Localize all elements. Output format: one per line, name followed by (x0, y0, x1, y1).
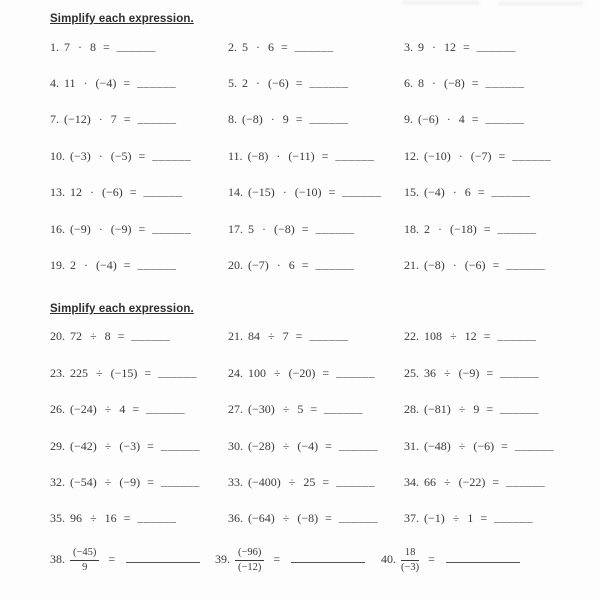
problem-number: 30. (228, 438, 243, 453)
problem-number: 20. (50, 329, 65, 344)
problem (50, 329, 228, 344)
equals-sign: = (498, 148, 506, 163)
answer-blank[interactable]: ______ (506, 473, 546, 488)
problem (50, 149, 228, 164)
answer-blank[interactable]: ______ (514, 437, 554, 452)
problem-row (50, 501, 590, 537)
problem-expression: 108 ÷ 12 (424, 329, 477, 344)
fraction-denominator: (−12) (238, 561, 262, 573)
problem-number: 18. (404, 221, 419, 236)
problem-expression: 2 · (−6) (242, 76, 289, 91)
problem-expression: (−24) ÷ 4 (70, 402, 126, 417)
problem-expression: (−54) ÷ (−9) (70, 474, 141, 489)
problem-expression: (−6) · 4 (418, 112, 465, 127)
problem-expression: (−28) ÷ (−4) (248, 438, 319, 453)
problem (228, 76, 404, 91)
problem (228, 149, 404, 164)
section (50, 13, 590, 284)
equals-sign: = (477, 185, 485, 200)
equals-sign: = (322, 365, 330, 380)
equals-sign: = (295, 329, 303, 344)
answer-blank[interactable]: ______ (146, 401, 186, 416)
problem-expression: 225 ÷ (−15) (70, 365, 138, 380)
problem-expression: (−7) · 6 (248, 258, 295, 273)
problem-expression: (−48) ÷ (−6) (424, 438, 495, 453)
problem-expression: (−64) ÷ (−8) (248, 511, 319, 526)
answer-blank[interactable]: ______ (497, 328, 537, 343)
equals-sign: = (501, 438, 508, 453)
answer-blank[interactable]: ______ (160, 473, 200, 488)
answer-blank[interactable]: ______ (324, 401, 364, 416)
problem-expression: 72 ÷ 8 (70, 329, 111, 344)
problem (50, 40, 228, 55)
equals-sign: = (321, 148, 329, 163)
problem (404, 439, 590, 454)
problem-number: 21. (228, 329, 243, 344)
problem (228, 366, 404, 381)
scan-artifact (402, 0, 480, 5)
problem-expression: (−4) · 6 (424, 185, 471, 200)
problem-number: 24. (228, 365, 243, 380)
problem-expression: (−30) ÷ 5 (248, 402, 304, 417)
problem (50, 222, 228, 237)
problem (404, 329, 590, 344)
answer-blank[interactable] (446, 550, 520, 563)
section-header: Simplify each expression. (50, 302, 194, 315)
problem-row (50, 247, 590, 283)
problem-expression: 9 · 12 (418, 39, 456, 54)
equals-sign: = (123, 258, 131, 273)
problem-number: 16. (50, 221, 65, 236)
problem-row (50, 537, 590, 583)
problem-number: 21. (404, 258, 419, 273)
answer-blank[interactable]: ______ (152, 147, 192, 162)
answer-blank[interactable]: ______ (160, 437, 200, 452)
problem-number: 17. (228, 221, 243, 236)
problem-expression: 7 · 8 (64, 39, 96, 54)
problem-expression: 84 ÷ 7 (248, 329, 289, 344)
problem-number: 5. (228, 76, 237, 91)
problem (50, 511, 228, 526)
problem-row (50, 319, 590, 355)
problem (50, 185, 228, 200)
fraction-denominator: (−3) (401, 561, 420, 573)
problem (228, 185, 404, 200)
problem-expression: (−42) ÷ (−3) (70, 438, 141, 453)
problem (228, 258, 404, 273)
problem-number: 2. (228, 39, 237, 54)
problem-number: 8. (228, 112, 237, 127)
answer-blank[interactable]: ______ (137, 111, 177, 126)
problem (404, 475, 590, 490)
scan-artifact (498, 1, 584, 6)
equals-sign: = (322, 474, 330, 489)
problem-row (50, 65, 590, 101)
problem-number: 32. (50, 474, 65, 489)
problem-row (50, 355, 590, 391)
answer-blank[interactable]: ______ (315, 257, 355, 272)
problem-number: 19. (50, 258, 65, 273)
problem-number: 26. (50, 402, 65, 417)
equals-sign: = (295, 112, 303, 127)
problem (228, 329, 404, 344)
answer-blank[interactable]: ______ (336, 473, 376, 488)
answer-blank[interactable]: ______ (506, 257, 546, 272)
problem-expression: (−12) · 7 (64, 112, 117, 127)
problem-number: 20. (228, 258, 243, 273)
problem-number: 34. (404, 474, 419, 489)
problem-number: 28. (404, 402, 419, 417)
problem-expression: 2 · (−18) (424, 221, 477, 236)
problem-number: 9. (404, 112, 413, 127)
problem-expression: (−8) · (−11) (247, 148, 315, 163)
answer-blank[interactable]: ______ (485, 111, 525, 126)
problem-number: 22. (404, 329, 419, 344)
equals-sign: = (325, 438, 332, 453)
answer-blank[interactable]: ______ (315, 220, 355, 235)
answer-blank[interactable]: ______ (116, 38, 156, 53)
answer-blank[interactable]: ______ (500, 364, 540, 379)
problem (50, 475, 228, 490)
problem (404, 222, 590, 237)
answer-blank[interactable]: ______ (158, 364, 198, 379)
equals-sign: = (123, 76, 131, 91)
problem-expression: (−1) ÷ 1 (424, 511, 474, 526)
problem-row (50, 211, 590, 247)
problem (404, 402, 590, 417)
problem (50, 366, 228, 381)
problem-number: 15. (404, 185, 419, 200)
answer-blank[interactable]: ______ (494, 510, 534, 525)
problem-expression: 5 · 6 (242, 39, 274, 54)
problem (50, 547, 215, 574)
equals-sign: = (117, 329, 125, 344)
fraction (70, 547, 99, 574)
problem (228, 402, 404, 417)
problem (381, 547, 590, 574)
equals-sign: = (281, 39, 288, 54)
problem-expression: (−3) · (−5) (70, 148, 132, 163)
problem (50, 402, 228, 417)
problem-row (50, 392, 590, 428)
problem-number: 25. (404, 365, 419, 380)
problem (50, 76, 228, 91)
answer-blank[interactable]: ______ (491, 184, 531, 199)
equals-sign: = (325, 511, 332, 526)
answer-blank[interactable]: ______ (309, 328, 349, 343)
equals-sign: = (463, 39, 470, 54)
answer-blank[interactable]: ______ (485, 75, 525, 90)
problem-expression: (−9) · (−9) (70, 221, 132, 236)
problem-row (50, 464, 590, 500)
problem-expression: 66 ÷ (−22) (424, 474, 486, 489)
problem-number: 33. (228, 474, 243, 489)
problem-expression: 2 · (−4) (70, 258, 117, 273)
problem-number: 40. (381, 551, 396, 566)
equals-sign: = (471, 76, 479, 91)
problem-number: 27. (228, 402, 243, 417)
answer-blank[interactable]: ______ (497, 220, 537, 235)
equals-sign: = (147, 438, 154, 453)
problem-expression: 8 · (−8) (418, 76, 465, 91)
problem (404, 40, 590, 55)
equals-sign: = (301, 258, 309, 273)
equals-sign: = (486, 365, 494, 380)
answer-blank[interactable]: ______ (294, 38, 334, 53)
equals-sign: = (295, 76, 303, 91)
equals-sign: = (123, 511, 131, 526)
answer-blank[interactable]: ______ (137, 257, 177, 272)
equals-sign: = (486, 402, 494, 417)
problem (228, 40, 404, 55)
equals-sign: = (301, 221, 309, 236)
answer-blank[interactable] (126, 550, 200, 563)
problem-expression: 5 · (−8) (248, 221, 295, 236)
problem-number: 3. (404, 39, 413, 54)
equals-sign: = (273, 551, 281, 566)
problem-expression: 11 · (−4) (64, 76, 117, 91)
problem-number: 7. (50, 112, 59, 127)
answer-blank[interactable]: ______ (338, 437, 378, 452)
problem (228, 222, 404, 237)
problem-number: 23. (50, 365, 65, 380)
answer-blank[interactable]: ______ (137, 75, 177, 90)
answer-blank[interactable]: ______ (137, 510, 177, 525)
equals-sign: = (129, 185, 137, 200)
problem-expression: 36 ÷ (−9) (424, 365, 480, 380)
answer-blank[interactable]: ______ (500, 401, 540, 416)
problem-number: 36. (228, 511, 243, 526)
answer-blank[interactable]: ______ (143, 184, 183, 199)
equals-sign: = (471, 112, 479, 127)
problem-number: 13. (50, 185, 65, 200)
answer-blank[interactable]: ______ (309, 111, 349, 126)
problem-row (50, 138, 590, 174)
equals-sign: = (483, 221, 491, 236)
problem-expression: (−8) · (−6) (424, 258, 486, 273)
problem (404, 149, 590, 164)
problem-number: 12. (404, 148, 419, 163)
problem-number: 39. (215, 551, 230, 566)
equals-sign: = (138, 148, 146, 163)
problem-expression: (−400) ÷ 25 (248, 474, 316, 489)
answer-blank[interactable]: ______ (152, 220, 192, 235)
answer-blank[interactable]: ______ (336, 364, 376, 379)
problem (215, 547, 381, 574)
problem (404, 366, 590, 381)
equals-sign: = (144, 365, 152, 380)
section (50, 303, 590, 583)
problem (404, 76, 590, 91)
answer-blank[interactable]: ______ (342, 184, 382, 199)
answer-blank[interactable]: ______ (338, 510, 378, 525)
equals-sign: = (147, 474, 154, 489)
problem (404, 258, 590, 273)
equals-sign: = (108, 551, 116, 566)
problem (228, 475, 404, 490)
problem-number: 35. (50, 511, 65, 526)
fraction (401, 547, 419, 574)
problem (50, 112, 228, 127)
problem (228, 112, 404, 127)
answer-blank[interactable] (291, 550, 365, 563)
problem-number: 38. (50, 551, 65, 566)
equals-sign: = (310, 402, 318, 417)
equals-sign: = (428, 551, 435, 566)
problem-row (50, 428, 590, 464)
problem (404, 185, 590, 200)
problem (50, 439, 228, 454)
equals-sign: = (123, 112, 131, 127)
problem-row (50, 175, 590, 211)
problem-expression: (−8) · 9 (242, 112, 289, 127)
problem-row (50, 29, 590, 65)
equals-sign: = (132, 402, 140, 417)
problem-number: 31. (404, 438, 419, 453)
problem-expression: 96 ÷ 16 (70, 511, 117, 526)
problem (404, 511, 590, 526)
equals-sign: = (138, 221, 146, 236)
answer-blank[interactable]: ______ (512, 147, 552, 162)
answer-blank[interactable]: ______ (131, 328, 171, 343)
problem-number: 4. (50, 76, 59, 91)
problem-number: 29. (50, 438, 65, 453)
equals-sign: = (103, 39, 110, 54)
equals-sign: = (480, 511, 488, 526)
section-header: Simplify each expression. (50, 13, 194, 25)
problem-number: 1. (50, 39, 59, 54)
problem-row (50, 102, 590, 138)
problem-expression: (−15) · (−10) (248, 185, 322, 200)
problem-number: 10. (50, 148, 65, 163)
problem-expression: (−10) · (−7) (424, 148, 492, 163)
problem (228, 511, 404, 526)
equals-sign: = (328, 185, 336, 200)
problem-expression: 12 · (−6) (70, 185, 123, 200)
answer-blank[interactable]: ______ (476, 38, 516, 53)
answer-blank[interactable]: ______ (309, 75, 349, 90)
worksheet-sections (50, 13, 590, 583)
equals-sign: = (492, 474, 500, 489)
problem-number: 37. (404, 511, 419, 526)
problem-expression: (−81) ÷ 9 (424, 402, 480, 417)
fraction (235, 547, 264, 574)
problem-number: 11. (228, 148, 243, 163)
problem (404, 112, 590, 127)
equals-sign: = (492, 258, 500, 273)
answer-blank[interactable]: ______ (335, 147, 375, 162)
problem-number: 6. (404, 76, 413, 91)
problem (228, 439, 404, 454)
problem-number: 14. (228, 185, 243, 200)
equals-sign: = (483, 329, 491, 344)
problem-expression: 100 ÷ (−20) (248, 365, 316, 380)
fraction-numerator: 18 (401, 547, 419, 561)
problem (50, 258, 228, 273)
fraction-denominator: 9 (82, 561, 88, 573)
fraction-numerator: (−96) (235, 547, 264, 561)
fraction-numerator: (−45) (70, 547, 99, 561)
